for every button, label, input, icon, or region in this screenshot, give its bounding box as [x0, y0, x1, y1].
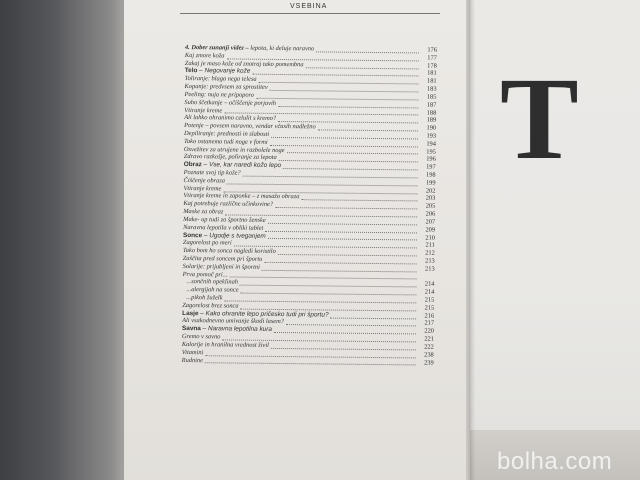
toc-page-number: 213 — [425, 257, 435, 265]
toc-page-number: 213 — [425, 265, 435, 273]
toc-page-number: 211 — [425, 241, 435, 249]
toc-entry-title: Vitamini — [181, 348, 204, 356]
toc-entry-title: Kaj potrebuje različne učinkovine? — [183, 200, 274, 209]
toc-page-number: 193 — [426, 132, 437, 140]
toc-entry-title: Prva pomoč pri... — [182, 270, 228, 279]
toc-entry-subtitle: – Kako ohranite lepo pričesko tudi pri športu? — [200, 309, 329, 319]
toc-page-number: 190 — [426, 124, 437, 132]
toc-entry-title: Make- up tudi za športno ženske — [183, 215, 266, 224]
table-of-contents — [182, 44, 437, 367]
toc-page-number: 214 — [424, 288, 435, 296]
toc-entry-title: Toliranje: blaga nega telesa — [184, 75, 257, 84]
toc-page-number: 222 — [424, 343, 434, 351]
toc-entry-subtitle: – Vse, kar naredi kožo lepo — [203, 161, 282, 170]
toc-page-number: 216 — [424, 312, 435, 320]
toc-entry-title: Sonce — [182, 231, 203, 239]
toc-entry-title: Solarije: prijubljeni in športni — [182, 262, 260, 271]
header-rule — [180, 13, 440, 14]
toc-page-number: 217 — [424, 319, 435, 328]
toc-entry-title: Osvežitev za utrujene in razbolele noge — [183, 145, 285, 154]
toc-page-number: 198 — [426, 171, 436, 179]
toc-page-number: 197 — [426, 163, 436, 171]
toc-page-number: 205 — [425, 202, 436, 210]
toc-page-number: 214 — [424, 280, 435, 289]
page-edge — [466, 0, 470, 480]
toc-entry-title: Vtiranje kreme in zaponke – z masažo obraza — [183, 192, 300, 201]
toc-page-number: 196 — [426, 155, 436, 164]
toc-entry-title: Kalorije in hranilna vrednost živil — [181, 340, 269, 349]
toc-page-number: 238 — [424, 351, 434, 359]
toc-entry-title: Depiliranje: prednosti in slabosti — [184, 129, 270, 138]
toc-entry-title: Obraz — [183, 161, 202, 169]
toc-entry-title: Zakaj je maso kože od znotraj tako pomembna — [184, 59, 304, 68]
toc-entry-title: Čiščenje obraza — [183, 176, 225, 185]
toc-entry-title: Vtiranje kreme — [183, 184, 222, 193]
toc-entry-title: Savna — [181, 325, 201, 333]
toc-entry-title: ...alergijah na sonce — [186, 286, 239, 294]
toc-page-number: 181 — [427, 69, 437, 78]
toc-page-number: 199 — [425, 179, 436, 187]
toc-page-number: 194 — [426, 140, 437, 148]
toc-page-number: 183 — [426, 85, 437, 93]
toc-page-number: 220 — [424, 327, 435, 335]
toc-entry-title: Vtiranje kreme — [184, 106, 223, 114]
toc-page-number: 189 — [426, 116, 437, 124]
toc-page-number: 187 — [426, 101, 437, 109]
toc-entry-title: Kaj zmore koža — [184, 51, 225, 60]
background-glyph: T — [500, 53, 579, 184]
toc-page-number: 239 — [424, 359, 434, 367]
toc-page-number: 206 — [425, 210, 436, 218]
toc-page-number: 176 — [427, 46, 437, 54]
toc-entry-title: Rudnine — [181, 356, 204, 364]
toc-entry-title: Tako ostanemo tudi noge v formi — [183, 137, 268, 146]
watermark: bolha.com — [497, 448, 613, 475]
toc-page-number: 177 — [427, 54, 437, 62]
toc-page-number: 178 — [427, 62, 437, 70]
toc-entry-title: Suho ščetkanje – očiščenje porjavih — [184, 98, 277, 107]
toc-entry-title: Zagorelost brez sonca — [182, 301, 239, 310]
toc-entry-title: 4. Dober zunanji videz – — [184, 44, 249, 52]
toc-entry-title: Zagorelost po meri — [182, 239, 232, 247]
toc-page-number: 210 — [425, 234, 436, 242]
toc-entry-subtitle: – Naravna lepotilna kura — [202, 325, 272, 334]
toc-page-number: 207 — [425, 218, 436, 226]
toc-page-number: 215 — [424, 296, 435, 304]
toc-entry-title: Potenje – povsem naravno, vendar včasih nadležno — [184, 122, 316, 131]
toc-page-number: 185 — [426, 93, 437, 101]
toc-entry-title: Ali vsakodnevno umivanje škodi lasem? — [182, 317, 285, 326]
toc-page-number: 209 — [425, 226, 436, 234]
toc-page-number: 215 — [424, 304, 435, 312]
toc-entry-title: Zdravo razkošje, poliranje za lepota — [183, 153, 277, 162]
toc-entry-title: Poznate svoj tip kože? — [183, 168, 241, 177]
toc-entry-title: ...sončnih opeklinah — [186, 278, 239, 286]
toc-entry-title: Telo — [184, 67, 198, 75]
toc-entry-title: Maske za obraz — [183, 208, 224, 216]
toc-entry-title: Naravna lepotila v obliki tablet — [183, 223, 264, 232]
toc-entry-title: Zaščita pred soncem pri športu — [182, 254, 263, 263]
toc-entry-title: Ali lahko ohranimo celulit s kremo? — [184, 114, 277, 123]
toc-page-number: 202 — [425, 187, 436, 195]
toc-entry-title: Lasje — [182, 309, 199, 317]
toc-entry-title: Peeling: nuja ne pripoporo — [184, 90, 255, 99]
toc-page-number: 195 — [426, 148, 436, 156]
page-shadow — [0, 0, 132, 480]
toc-page-number: 212 — [425, 249, 435, 257]
toc-entry-title: Tako bom ho sonca nagledi koristilo — [182, 247, 276, 256]
toc-page-number: 203 — [425, 194, 436, 203]
toc-page-number: 188 — [426, 109, 437, 117]
toc-entry-subtitle: lepota, ki deluje naravno — [250, 44, 315, 53]
toc-entry-subtitle: – Ugodje s tveganjem — [203, 231, 266, 240]
toc-entry-title: ...pikoh žuželk — [186, 294, 223, 302]
toc-entry-title: Kopanje: predvsem za sprostitev — [184, 83, 268, 91]
toc-entry-title: Gremo v savno — [181, 333, 221, 341]
running-header: VSEBINA — [290, 3, 328, 10]
toc-page-number: 221 — [424, 335, 434, 343]
toc-page-number: 181 — [426, 77, 437, 85]
toc-entry-subtitle: – Negovanje kože — [199, 67, 251, 76]
